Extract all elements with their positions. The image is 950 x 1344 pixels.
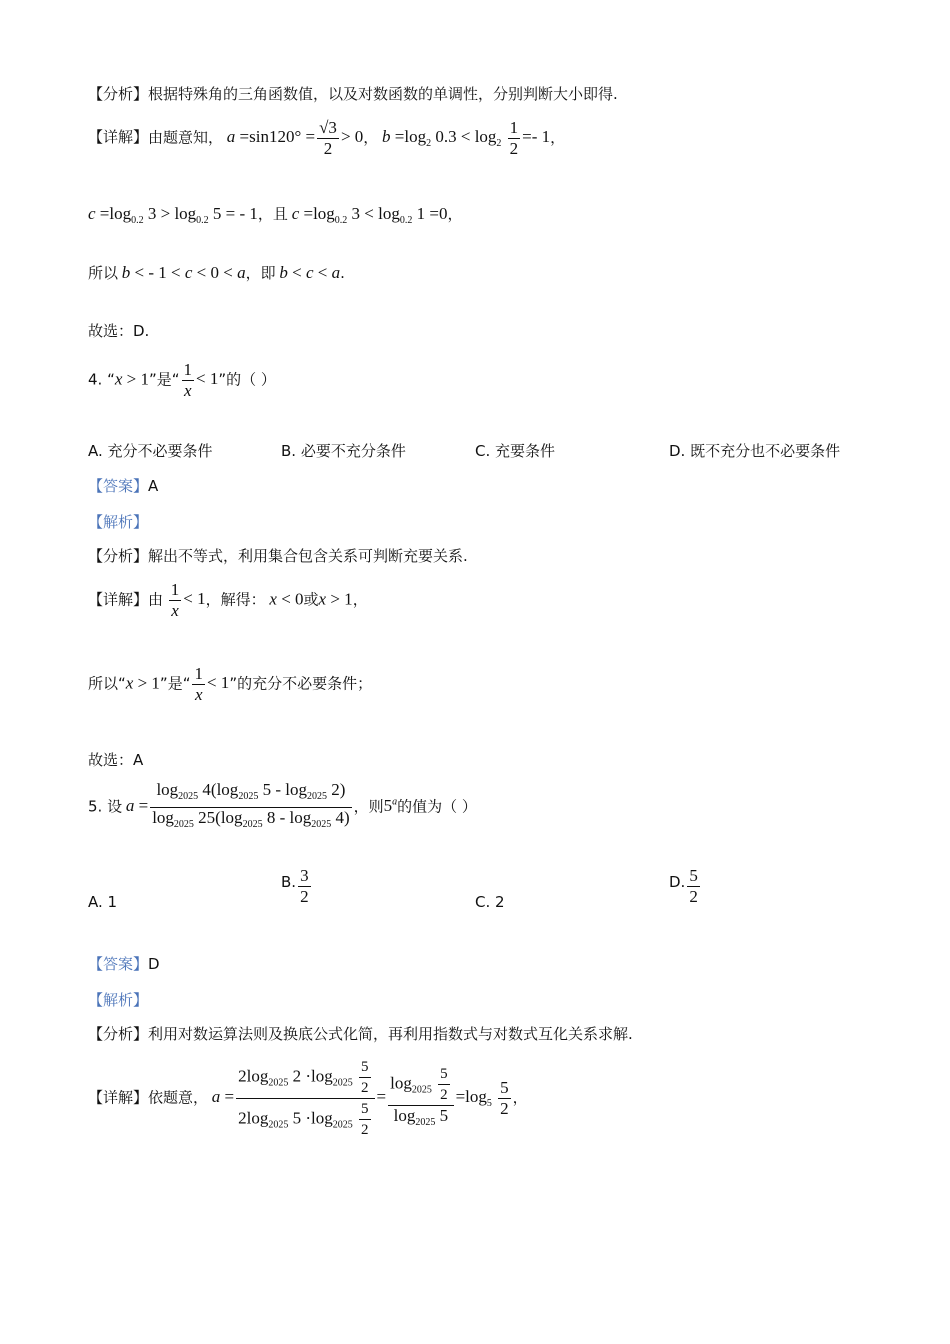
- formula-x-gt-1: x > 1: [318, 589, 353, 609]
- so-mid: ”是“: [159, 674, 191, 693]
- so-end: ”的充分不必要条件；: [229, 674, 373, 693]
- detail-line-1: [88, 118, 565, 159]
- analysis-tag: 【分析】: [88, 547, 149, 565]
- formula-5-pow-a: 5$^a$: [383, 796, 398, 816]
- choose-a: 故选：A: [88, 751, 144, 769]
- detail-tag: 【详解】: [88, 128, 149, 147]
- q4-mid: ”是“: [149, 370, 180, 389]
- detail-line-2: [88, 203, 462, 226]
- answer-value: D: [148, 955, 160, 973]
- answer-tag: 【答案】: [88, 955, 149, 973]
- analysis-text: 利用对数运算法则及换底公式化简，再利用指数式与对数式互化关系求解.: [148, 1025, 633, 1043]
- ie-text: ，即: [245, 264, 276, 282]
- q5-option-c: C. 2: [475, 893, 505, 911]
- formula-a-simplify: a = $2\log_{2025}$ $2 \cdot\log_{2025}$ $\frac{5}{2}$ $2\log_{2025}$ $5 \cdot\log_{2025}$ $\frac{5}{2}$ = $\log_{2025}$ $\frac{5}{2}$ $\log_{2025} 5$ $=\log_5$ $\frac{5}{2}$: [211, 1059, 509, 1138]
- answer-tag: 【答案】: [88, 477, 149, 495]
- question-5: [88, 780, 477, 835]
- question-4: [88, 360, 276, 401]
- formula-x-gt-1: x > 1: [114, 369, 149, 389]
- choose-d: 故选：D.: [88, 322, 150, 340]
- formula-x-gt-1: x > 1: [125, 673, 160, 693]
- comma: ，: [550, 128, 566, 147]
- q5-option-a: A. 1: [88, 893, 118, 911]
- q4-option-d: D. 既不充分也不必要条件: [669, 442, 841, 460]
- so-text: 所以“: [88, 674, 126, 693]
- analysis-tag: 【分析】: [88, 85, 149, 103]
- detail-tag: 【详解】: [88, 1088, 149, 1107]
- or-text: 或: [303, 590, 319, 609]
- q4-option-a: A. 充分不必要条件: [88, 442, 213, 460]
- q5-detail: [88, 1057, 528, 1140]
- formula-c-log: $c =\log_{0.2}$ $3 > \log_{0.2} 5$ = - 1: [88, 204, 258, 226]
- formula-1-over-x: $\frac{1}{x}$ < 1: [170, 580, 206, 620]
- comma: ，: [363, 128, 379, 147]
- formula-c-log2: $c =\log_{0.2}$ $3 < \log_{0.2} 1 =0$: [291, 204, 448, 226]
- so-text: 所以: [88, 264, 119, 282]
- formula-1-over-x: $\frac{1}{x}$ < 1: [194, 664, 230, 704]
- formula-order: b < - 1 < c < 0 < a: [121, 263, 246, 282]
- q4-end: ”的（ ）: [218, 370, 276, 389]
- q4-detail: [88, 580, 368, 621]
- q5-option-d: [669, 866, 702, 907]
- comma: ，: [447, 205, 463, 223]
- and-text: ，且: [257, 205, 288, 223]
- formula-x-lt-0: x < 0: [269, 589, 304, 609]
- detail-pre: 由: [148, 590, 164, 609]
- q5-answer: [88, 953, 160, 974]
- comma: ，: [512, 1088, 528, 1107]
- period: .: [340, 264, 345, 282]
- q5-option-b: [281, 866, 313, 907]
- detail-line-3: [88, 262, 345, 283]
- q5-analysis: [88, 1023, 633, 1044]
- solve-text: ，解得：: [205, 590, 266, 609]
- q4-explain-tag: 【解析】: [88, 513, 149, 531]
- q4-answer: [88, 475, 158, 496]
- answer-value: A: [148, 477, 159, 495]
- comma: ，: [352, 590, 368, 609]
- q5-explain-tag: 【解析】: [88, 991, 149, 1009]
- q4-option-c: C. 充要条件: [475, 442, 556, 460]
- analysis-text: 根据特殊角的三角函数值，以及对数函数的单调性，分别判断大小即得.: [148, 85, 618, 103]
- detail-pre: 由题意知，: [148, 128, 224, 147]
- detail-pre: 依题意，: [148, 1088, 209, 1107]
- q5-number: 5. 设: [88, 797, 123, 816]
- q4-option-b: B. 必要不充分条件: [281, 442, 406, 460]
- analysis-line-1: [88, 83, 618, 104]
- fraction-3-2: $\frac{3}{2}$: [300, 866, 309, 906]
- q5-option-b-label: B.: [281, 872, 297, 891]
- analysis-text: 解出不等式，利用集合包含关系可判断充要关系.: [148, 547, 468, 565]
- formula-b-log: $b =\log_2$ $0.3 < \log_2$ $\frac{1}{2}$ =- 1: [382, 118, 551, 158]
- formula-order2: b < c < a: [279, 263, 341, 282]
- formula-a-def: a = $\frac{\log_{2025} 4(\log_{2025} 5 - \log_{2025} 2)}{\log_{2025} 25(\log_{2025} 8 - \log_{2025} 4)}$: [125, 780, 350, 830]
- q4-number: 4. “: [88, 370, 115, 389]
- q5-option-d-label: D.: [669, 872, 686, 891]
- fraction-5-2: $\frac{5}{2}$: [689, 866, 698, 906]
- q4-so: [88, 664, 372, 705]
- formula-1-over-x: $\frac{1}{x}$ < 1: [183, 360, 219, 400]
- then-text: ，则: [353, 797, 384, 816]
- q5-end: 的值为（ ）: [397, 797, 477, 816]
- detail-tag: 【详解】: [88, 590, 149, 609]
- q4-analysis: [88, 545, 468, 566]
- formula-a-sin: a =sin120° = $\frac{√3}{2}$ > 0: [226, 118, 364, 158]
- analysis-tag: 【分析】: [88, 1025, 149, 1043]
